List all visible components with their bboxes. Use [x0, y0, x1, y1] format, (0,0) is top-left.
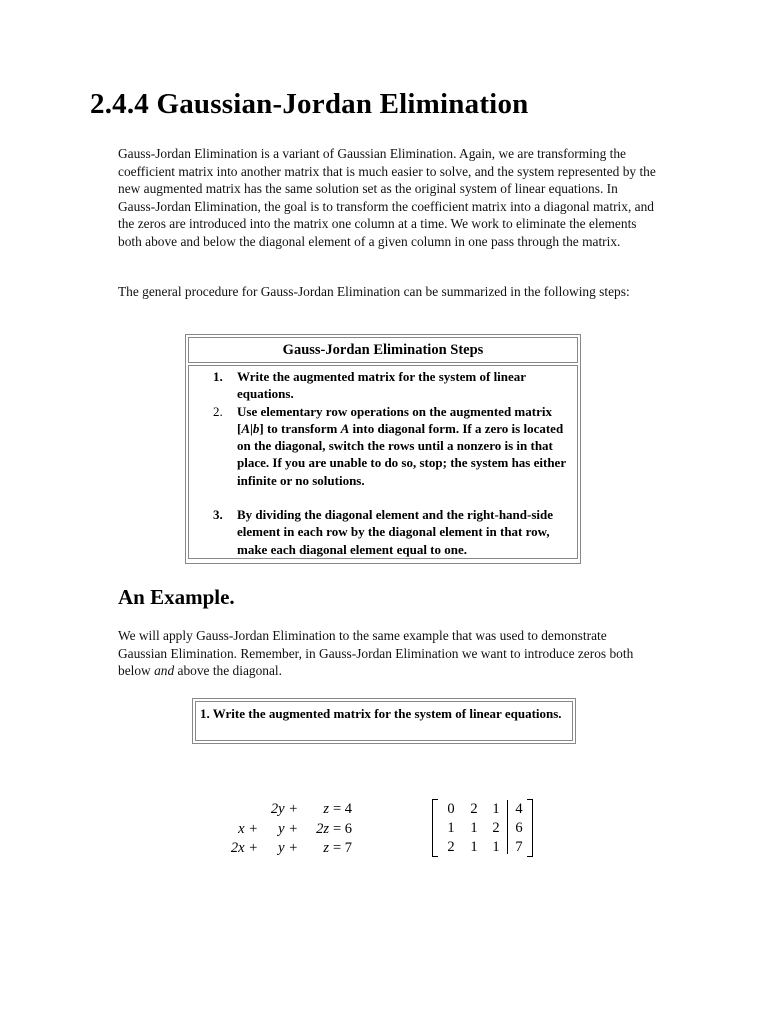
equation-row	[225, 800, 357, 820]
equation-rhs: = 4	[333, 801, 353, 817]
steps-list	[189, 368, 577, 558]
matrix-cell: 1	[447, 820, 455, 836]
step-text: By dividing the diagonal element and the right-hand-side element in each row by the diagonal element in that row, make each diagonal element equal to one.	[237, 507, 554, 557]
emphasis-text: and	[154, 663, 175, 678]
vector-symbol-b: b	[252, 420, 260, 436]
example-text: above the diagonal.	[174, 663, 283, 678]
step-number: 1.	[213, 369, 223, 384]
equation-term: y +	[278, 820, 298, 837]
equation-term: 2x +	[230, 840, 258, 856]
equation-term: 2y +	[270, 801, 298, 817]
step-text-part: Use elementary row operations on the augmented matrix [	[237, 403, 552, 436]
matrix-cell: 1	[492, 801, 500, 817]
equation-term: 2z	[316, 820, 329, 837]
matrix-cell: 6	[515, 820, 523, 836]
equation-row	[225, 839, 357, 859]
step-item-3	[189, 506, 577, 558]
pipe-symbol: |	[250, 420, 253, 436]
steps-table	[185, 334, 581, 564]
matrix-symbol-a: A	[241, 420, 251, 436]
matrix-cell: 0	[447, 801, 455, 817]
page-title: 2.4.4 Gaussian-Jordan Elimination	[90, 88, 529, 120]
matrix-cell: 2	[492, 820, 500, 836]
step-number: 3.	[213, 507, 223, 523]
steps-table-body	[188, 365, 578, 559]
equation-term: z	[323, 840, 329, 856]
equation-term: z	[323, 801, 329, 817]
step-item-2	[189, 403, 577, 489]
linear-system	[225, 800, 357, 859]
matrix-cell: 4	[515, 801, 523, 817]
steps-table-heading: Gauss-Jordan Elimination Steps	[188, 337, 578, 363]
equation-rhs: = 6	[333, 820, 353, 837]
right-bracket	[527, 799, 533, 857]
intro-paragraph: Gauss-Jordan Elimination is a variant of Gaussian Elimination. Again, we are transforming the coefficient matrix into another matrix that is much easier to solve, and the system represented by the new augmented matrix has the same solution set as the original system of linear equations. In Gauss-Jordan Elimination, the goal is to transform the coefficient matrix into a diagonal matrix, and the zeros are introduced into the matrix one column at a time. We work to eliminate the elements both above and below the diagonal element of a given column in one pass through the matrix.	[118, 146, 656, 249]
matrix-cell: 2	[470, 801, 478, 817]
equation-term: y +	[278, 840, 298, 856]
augmentation-bar	[507, 800, 508, 854]
equation-term	[225, 800, 258, 820]
matrix-cell: 1	[470, 820, 478, 836]
matrix-cell: 2	[447, 839, 455, 855]
example-text: We will apply Gauss-Jordan Elimination to the same example that was used to demonstrate Gaussian Elimination. Remember, in Gauss-Jordan Elimination we want to introduce zeros both below	[118, 628, 634, 678]
step-item-1	[189, 368, 577, 403]
procedure-paragraph: The general procedure for Gauss-Jordan Elimination can be summarized in the following steps:	[118, 284, 630, 299]
example-paragraph	[118, 627, 658, 680]
example-heading: An Example.	[118, 585, 235, 609]
step-number: 2.	[213, 403, 223, 419]
equation-row	[225, 820, 357, 840]
step-text-part: into diagonal form. If a zero is located on the diagonal, switch the rows until a nonzero is in that place. If you are unable to do so, stop; the system has either infinite or no solutions.	[237, 420, 566, 488]
matrix-symbol-a: A	[340, 420, 350, 436]
step-text: Write the augmented matrix for the system of linear equations.	[237, 369, 526, 402]
step-text-part: ] to transform	[259, 420, 341, 436]
equation-rhs: = 7	[333, 840, 353, 856]
matrix-cell: 1	[470, 839, 478, 855]
step-one-text: 1. Write the augmented matrix for the system of linear equations.	[195, 701, 573, 741]
matrix-cell: 1	[492, 839, 500, 855]
equation-term: x +	[238, 820, 258, 837]
step-one-box	[192, 698, 576, 744]
left-bracket	[432, 799, 438, 857]
matrix-cell: 7	[515, 839, 523, 855]
augmented-matrix	[430, 798, 540, 860]
